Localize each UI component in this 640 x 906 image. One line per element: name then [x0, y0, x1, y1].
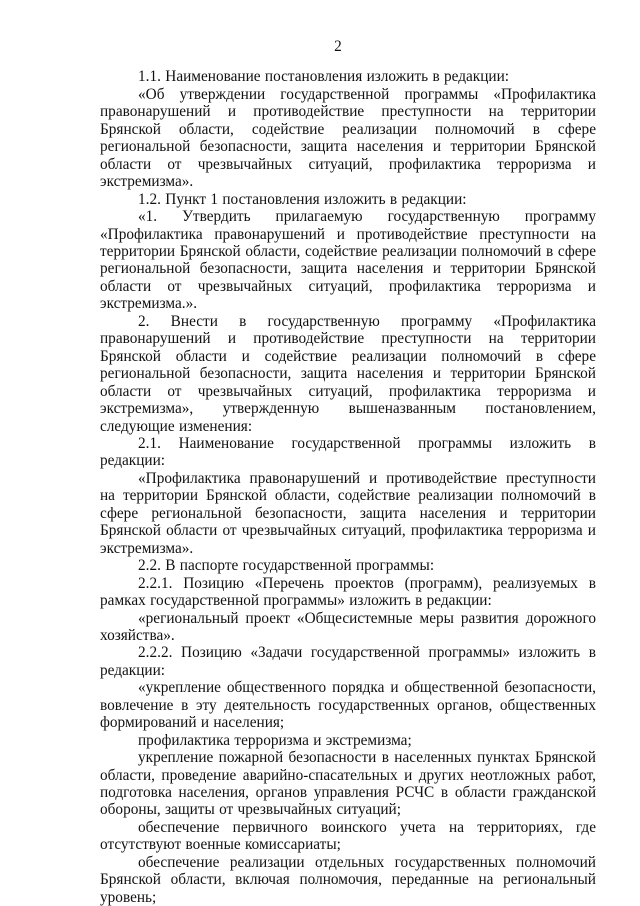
task-regional-powers: обеспечение реализации отдельных государственных полномочий Брянской области, включая полномочия, переданные на региональный уровень; — [100, 853, 596, 906]
task-military-registration: обеспечение первичного воинского учета на территориях, где отсутствуют военные комиссариаты; — [100, 818, 596, 854]
paragraph-2-1-text: «Профилактика правонарушений и противодействие преступности на территории Брянской области, содействие реализации полномочий в сфере региональной безопасности, защита населения и территории Брянской области от чрезвычайных ситуаций, профилактика терроризма и экстремизма». — [100, 469, 596, 557]
paragraph-1-2-text: «1. Утвердить прилагаемую государственную программу «Профилактика правонарушений и противодействие преступности на территории Брянской области, содействие реализации полномочий в сфере региональной безопасности, защита населения и территории Брянской области от чрезвычайных ситуаций, профилактика терроризма и экстремизма.». — [100, 208, 596, 313]
task-fire-safety: укрепление пожарной безопасности в населенных пунктах Брянской области, проведение аварийно-спасательных и других неотложных работ, подготовка населения, органов управления РСЧС в области гражданской обороны, защиты от чрезвычайных ситуаций; — [100, 749, 596, 819]
task-terrorism-prevention: профилактика терроризма и экстремизма; — [138, 731, 412, 749]
paragraph-2: 2. Внести в государственную программу «Профилактика правонарушений и противодействие преступности на территории Брянской области и содействие реализации полномочий в сфере региональной безопасности, защита населения и территории Брянской области от чрезвычайных ситуаций, профилактика терроризма и экстремизма», утвержденную вышеназванным постановлением, следующие изменения: — [100, 312, 596, 435]
paragraph-2-2-1-text: «региональный проект «Общесистемные меры развития дорожного хозяйства». — [100, 609, 596, 644]
paragraph-1-2: 1.2. Пункт 1 постановления изложить в редакции: — [138, 190, 467, 208]
paragraph-1-1-text: «Об утверждении государственной программы «Профилактика правонарушений и противодействие преступности на территории Брянской области, содействие реализации полномочий в сфере региональной безопасности, защита населения и территории Брянской области от чрезвычайных ситуаций, профилактика терроризма и экстремизма». — [100, 85, 596, 191]
paragraph-2-1: 2.1. Наименование государственной программы изложить в редакции: — [100, 434, 596, 470]
paragraph-2-2: 2.2. В паспорте государственной программы: — [138, 557, 435, 575]
task-public-order: «укрепление общественного порядка и общественной безопасности, вовлечение в эту деятельность государственных органов, общественных формирований и населения; — [100, 679, 596, 732]
page-number: 2 — [334, 38, 342, 55]
paragraph-1-1: 1.1. Наименование постановления изложить в редакции: — [138, 68, 510, 86]
paragraph-2-2-2: 2.2.2. Позицию «Задачи государственной программы» изложить в редакции: — [100, 644, 596, 679]
paragraph-2-2-1: 2.2.1. Позицию «Перечень проектов (программ), реализуемых в рамках государственной программы» изложить в редакции: — [100, 574, 596, 610]
